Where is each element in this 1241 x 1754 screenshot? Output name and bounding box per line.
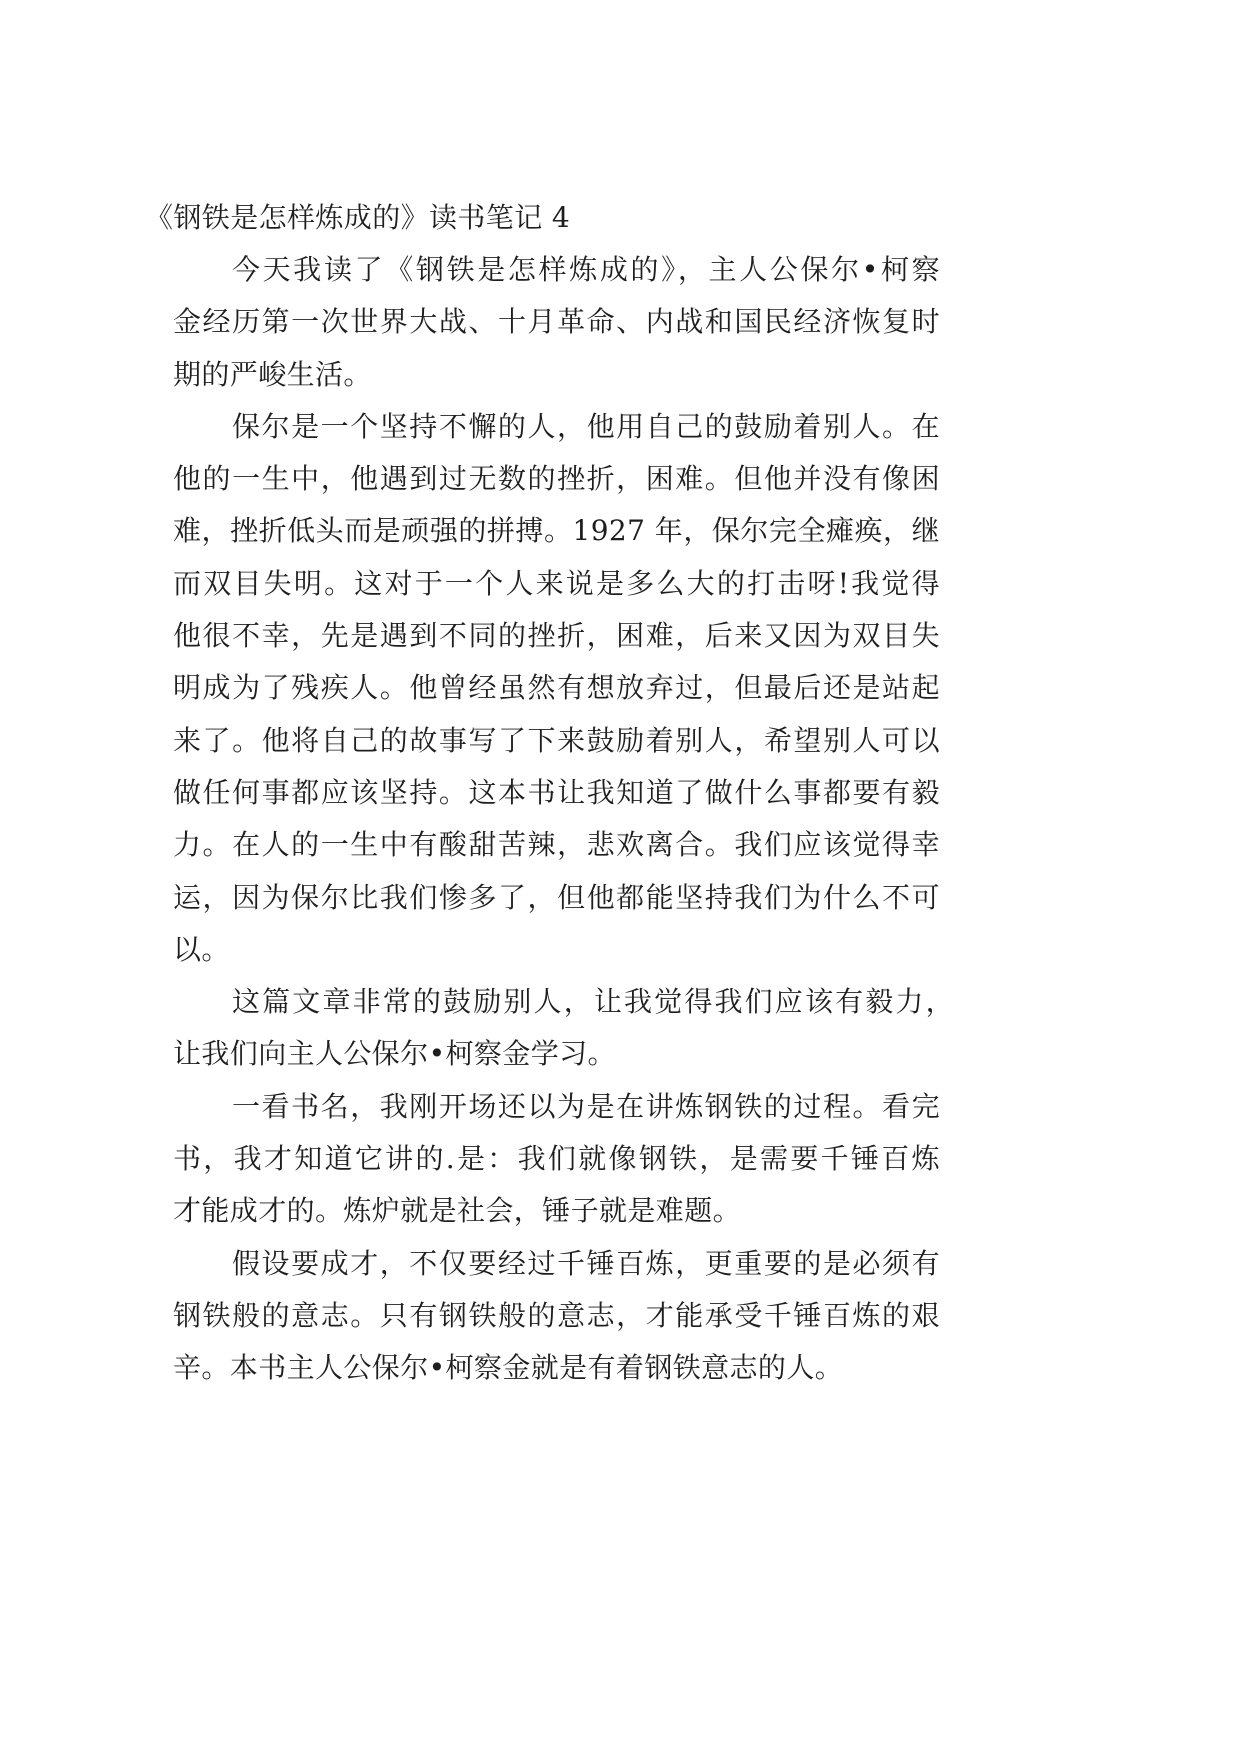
- paragraph: [173, 1081, 940, 1238]
- text-line: 让我们向主人公保尔•柯察金学习。: [173, 1037, 616, 1071]
- text-line: 这篇文章非常的鼓励别人，让我觉得我们应该有毅力，: [232, 985, 954, 1019]
- text-line: 假设要成才，不仅要经过千锤百炼，更重要的是必须有: [232, 1246, 940, 1280]
- text-line: 明成为了残疾人。他曾经虽然有想放弃过，但最后还是站起: [173, 671, 940, 705]
- document-body: [173, 244, 954, 1395]
- document-title: 《钢铁是怎样炼成的》读书笔记 4: [145, 201, 571, 234]
- text-line: 难，挫折低头而是顽强的拼搏。1927 年，保尔完全瘫痪，继: [173, 514, 940, 548]
- text-line: 钢铁般的意志。只有钢铁般的意志，才能承受千锤百炼的艰: [173, 1298, 940, 1332]
- text-line: 力。在人的一生中有酸甜苦辣，悲欢离合。我们应该觉得幸: [173, 828, 940, 862]
- text-line: 而双目失明。这对于一个人来说是多么大的打击呀!我觉得: [173, 566, 940, 600]
- paragraph: [173, 976, 954, 1081]
- text-line: 以。: [173, 932, 230, 966]
- paragraph: [173, 1238, 940, 1395]
- text-line: 保尔是一个坚持不懈的人，他用自己的鼓励着别人。在: [232, 409, 940, 443]
- text-line: 今天我读了《钢铁是怎样炼成的》，主人公保尔•柯察: [232, 253, 940, 286]
- paragraph: [173, 401, 940, 976]
- paragraph: [173, 244, 940, 401]
- text-line: 他的一生中，他遇到过无数的挫折，困难。但他并没有像困: [173, 462, 940, 496]
- text-line: 才能成才的。炼炉就是社会，锤子就是难题。: [173, 1194, 742, 1228]
- text-line: 期的严峻生活。: [173, 357, 372, 391]
- text-line: 书，我才知道它讲的.是：我们就像钢铁，是需要千锤百炼: [173, 1142, 940, 1176]
- text-line: 一看书名，我刚开场还以为是在讲炼钢铁的过程。看完: [232, 1089, 940, 1123]
- text-line: 金经历第一次世界大战、十月革命、内战和国民经济恢复时: [173, 305, 940, 339]
- text-line: 来了。他将自己的故事写了下来鼓励着别人，希望别人可以: [173, 723, 940, 757]
- text-line: 辛。本书主人公保尔•柯察金就是有着钢铁意志的人。: [173, 1351, 844, 1385]
- text-line: 运，因为保尔比我们惨多了，但他都能坚持我们为什么不可: [173, 880, 940, 914]
- text-line: 他很不幸，先是遇到不同的挫折，困难，后来又因为双目失: [173, 619, 940, 653]
- text-line: 做任何事都应该坚持。这本书让我知道了做什么事都要有毅: [173, 775, 940, 809]
